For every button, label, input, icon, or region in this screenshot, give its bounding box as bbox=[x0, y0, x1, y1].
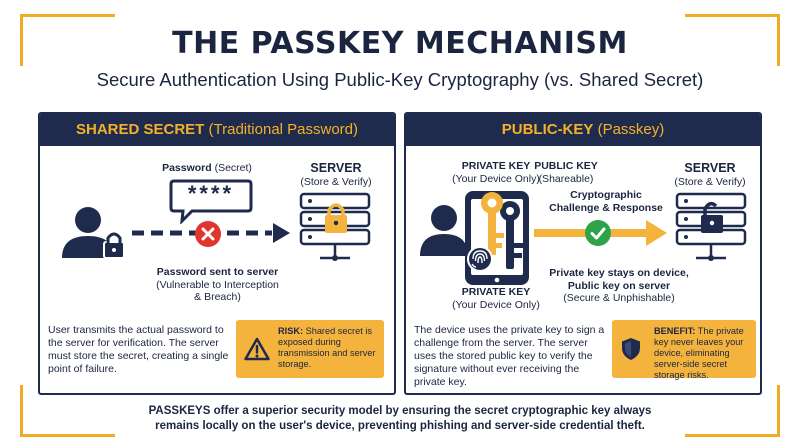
challenge-line2: Challenge & Response bbox=[549, 201, 663, 214]
server-unlocked-icon bbox=[674, 192, 748, 272]
private-key-bottom-sub: (Your Device Only) bbox=[452, 298, 540, 311]
public-key-header-rest: (Passkey) bbox=[597, 121, 665, 138]
shared-secret-header-bold: SHARED SECRET bbox=[75, 121, 205, 138]
right-server-label bbox=[664, 162, 756, 188]
page-subtitle: Secure Authentication Using Public-Key Cryptography (vs. Shared Secret) bbox=[96, 69, 704, 90]
user-icon bbox=[58, 202, 132, 266]
password-label-bold: Password bbox=[162, 162, 212, 174]
benefit-text: The private key never leaves your device, eliminating server-side secret storage risks. bbox=[654, 326, 744, 380]
risk-label: RISK: bbox=[278, 326, 304, 336]
challenge-label bbox=[546, 189, 666, 214]
shared-secret-description: User transmits the actual password to the server for verification. The server must store the secret, creating a single point of failure. bbox=[48, 324, 229, 375]
stays-line2: Public key on server bbox=[567, 279, 671, 292]
footer-line2: remains locally on the user's device, preventing phishing and server-side credential theft. bbox=[155, 420, 645, 432]
public-key-label bbox=[526, 160, 606, 185]
red-x-icon bbox=[194, 220, 222, 248]
warning-icon bbox=[244, 337, 270, 361]
shared-secret-panel bbox=[38, 112, 396, 395]
public-key-header-bold: PUBLIC-KEY bbox=[501, 121, 594, 138]
private-key-bottom-title: PRIVATE KEY bbox=[461, 286, 531, 298]
server-lock-icon bbox=[298, 192, 372, 272]
password-mask: **** bbox=[187, 181, 235, 206]
benefit-label: BENEFIT: bbox=[654, 326, 696, 336]
password-sent-sub2: & Breach) bbox=[194, 291, 241, 303]
public-key-panel bbox=[404, 112, 762, 395]
left-server-title: SERVER bbox=[310, 161, 362, 175]
stays-line1: Private key stays on device, bbox=[549, 267, 689, 279]
public-key-sub: (Shareable) bbox=[538, 172, 594, 185]
shield-icon bbox=[620, 336, 642, 362]
risk-callout bbox=[236, 320, 384, 378]
key-location-label bbox=[530, 267, 708, 305]
private-key-top-sub: (Your Device Only) bbox=[452, 172, 540, 185]
password-sent-label bbox=[125, 266, 310, 304]
challenge-line1: Cryptographic bbox=[570, 189, 642, 201]
password-sent-title: Password sent to server bbox=[156, 266, 279, 278]
password-sent-sub1: (Vulnerable to Interception bbox=[156, 278, 279, 291]
green-check-icon bbox=[584, 219, 612, 247]
public-key-description: The device uses the private key to sign a challenge from the server. The server uses the stored public key to verify the signature without ever receiving the private key. bbox=[414, 324, 605, 388]
private-key-bottom-label bbox=[446, 286, 546, 311]
benefit-callout bbox=[612, 320, 756, 378]
left-server-sub: (Store & Verify) bbox=[300, 175, 372, 188]
left-server-label bbox=[290, 162, 382, 188]
password-label-rest: (Secret) bbox=[214, 162, 252, 174]
footer-line1: PASSKEYS offer a superior security model by ensuring the secret cryptographic key always bbox=[148, 405, 652, 417]
public-key-header bbox=[406, 114, 760, 146]
right-server-title: SERVER bbox=[684, 161, 736, 175]
footer-summary bbox=[0, 404, 800, 434]
password-label bbox=[152, 162, 262, 175]
right-server-sub: (Store & Verify) bbox=[674, 175, 746, 188]
stays-line3: (Secure & Unphishable) bbox=[563, 292, 675, 304]
shared-secret-header bbox=[40, 114, 394, 146]
page-title: THE PASSKEY MECHANISM bbox=[172, 26, 628, 61]
shared-secret-header-rest: (Traditional Password) bbox=[208, 121, 359, 138]
risk-text: Shared secret is exposed during transmission and server storage. bbox=[278, 326, 376, 369]
private-key-top-title: PRIVATE KEY bbox=[461, 160, 531, 172]
public-key-title: PUBLIC KEY bbox=[534, 160, 598, 172]
